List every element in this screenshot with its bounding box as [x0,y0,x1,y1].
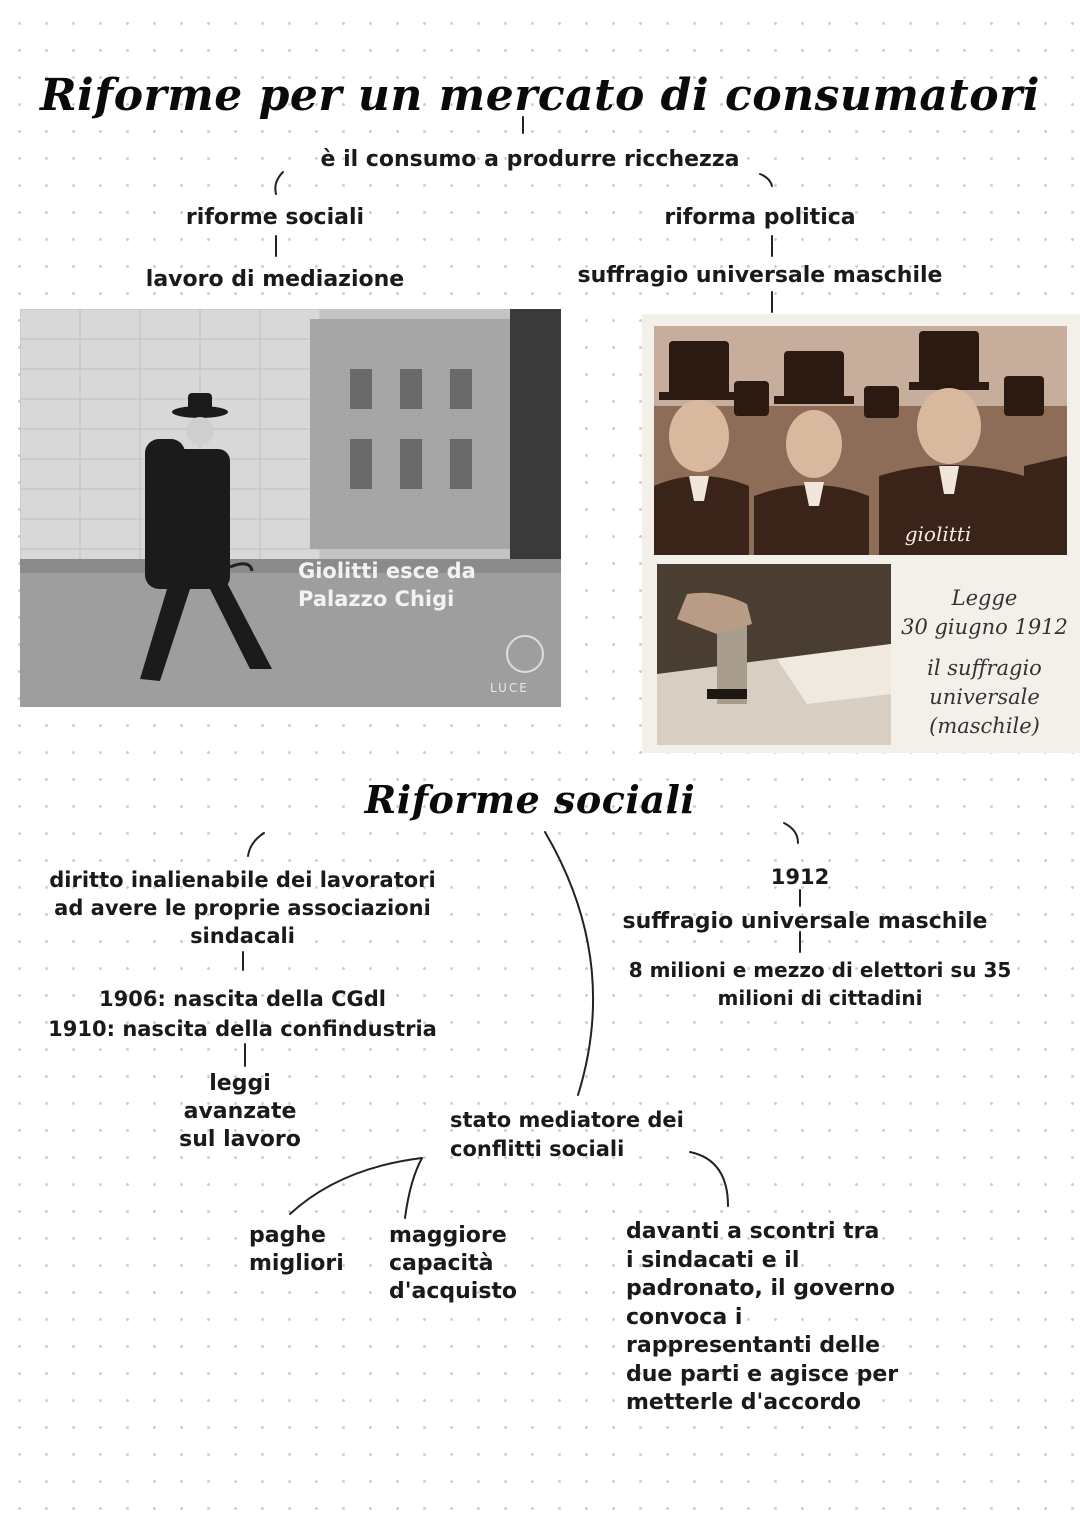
left-hook [275,172,283,194]
laws-line3: sul lavoro [179,1127,301,1152]
suffrage-1912: suffragio universale maschile [622,909,988,934]
rights-line3: sindacali [190,924,295,948]
state-left-branch [290,1158,422,1214]
photo-giolitti-palazzo-chigi [20,309,561,707]
purchase-line2: capacità [389,1251,494,1276]
dates-line1: 1906: nascita della CGdl [99,987,386,1011]
laws-line1: leggi [209,1071,271,1096]
photo2-drawing [654,326,1067,555]
photo1-caption-line1: Giolitti esce da [298,559,476,583]
state-line2: conflitti sociali [450,1137,625,1161]
conflict-line5: rappresentanti delle [626,1333,881,1358]
purchase-line3: d'acquisto [389,1279,518,1304]
conflict-line7: metterle d'accordo [626,1390,862,1415]
state-line1: stato mediatore dei [450,1108,684,1132]
rights-line2: ad avere le proprie associazioni [54,896,431,920]
conflict-line1: davanti a scontri tra [626,1219,880,1244]
social-reforms-title: Riforme sociali [364,777,696,822]
photo2-caption: giolitti [904,522,972,546]
subtitle: è il consumo a produrre ricchezza [320,147,740,172]
dates-line2: 1910: nascita della confindustria [48,1017,437,1041]
voters-line2: milioni di cittadini [717,986,923,1010]
laws-line2: avanzate [183,1099,297,1124]
pay-line2: migliori [249,1251,344,1276]
purchase-line1: maggiore [389,1223,507,1248]
photo1-caption-line2: Palazzo Chigi [298,587,455,611]
state-right-branch [690,1152,728,1206]
photo3-caption-line5: (maschile) [929,714,1040,738]
rs-right-hook [784,823,798,843]
right-hook [760,174,772,186]
rs-left-hook [248,833,264,856]
main-title: Riforme per un mercato di consumatori [39,70,1040,121]
photo3-caption-line1: Legge [951,586,1018,610]
rights-line1: diritto inalienabile dei lavoratori [49,868,436,892]
big-arc [545,832,593,1095]
state-mid-branch [405,1158,422,1218]
photo-ballot-box [657,564,891,745]
right-branch-sub: suffragio universale maschile [577,263,943,288]
photo1-drawing [20,309,561,707]
photo-panel-right [642,314,1080,753]
left-branch-heading: riforme sociali [185,205,365,230]
right-branch-heading: riforma politica [664,205,856,230]
left-branch-sub: lavoro di mediazione [145,267,405,292]
voters-line1: 8 milioni e mezzo di elettori su 35 [628,958,1012,982]
pay-line1: paghe [249,1223,326,1248]
photo3-caption-line4: universale [929,685,1040,709]
photo3-caption-line3: il suffragio [927,656,1042,680]
conflict-line6: due parti e agisce per [626,1361,899,1387]
conflict-line3: padronato, il governo [626,1276,895,1301]
photo-giolitti-top-hats [654,326,1067,555]
conflict-line4: convoca i [626,1304,743,1330]
conflict-line2: i sindacati e il [626,1247,800,1273]
photo3-drawing [657,564,891,745]
year-1912: 1912 [770,865,830,889]
photo1-watermark: LUCE [490,681,529,695]
photo3-caption-line2: 30 giugno 1912 [901,615,1068,639]
